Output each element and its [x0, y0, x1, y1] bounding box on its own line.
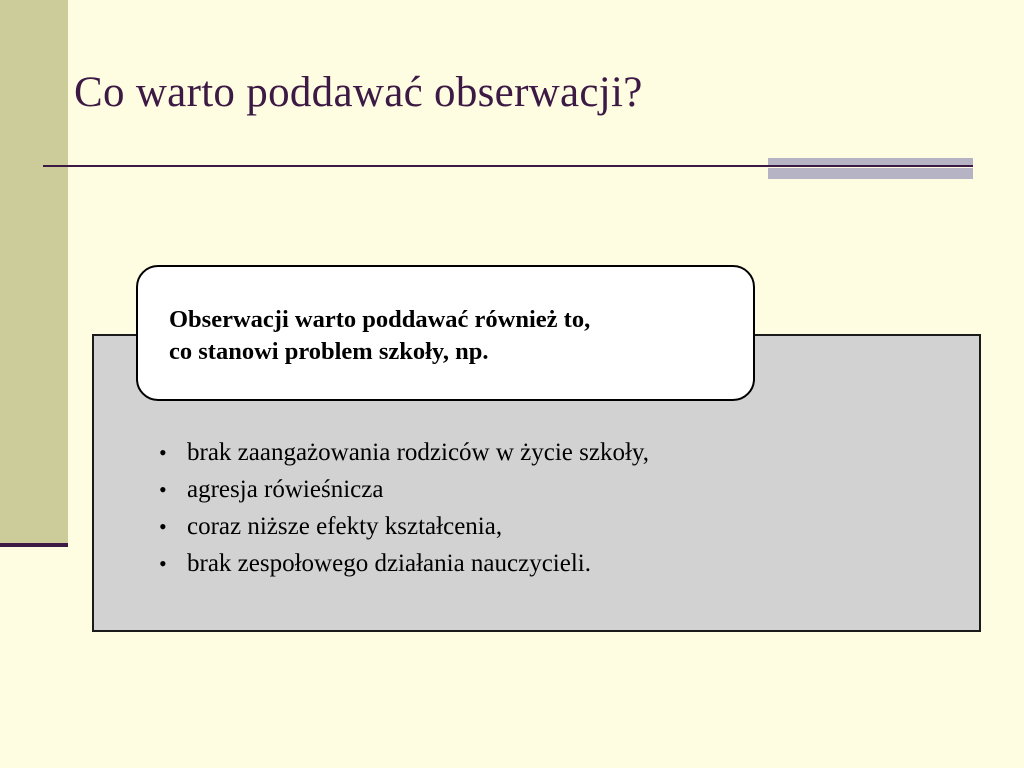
callout-text-line-1: Obserwacji warto poddawać również to,	[169, 306, 591, 333]
list-item-text: coraz niższe efekty kształcenia,	[187, 512, 503, 540]
list-item	[159, 545, 649, 582]
bullet-icon: •	[159, 476, 167, 502]
list-item	[159, 434, 649, 471]
list-item-text: brak zespołowego działania nauczycieli.	[187, 549, 591, 577]
list-item-text: brak zaangażowania rodziców w życie szkoły,	[187, 438, 650, 466]
list-item	[159, 508, 649, 545]
callout-box	[136, 265, 755, 401]
list-item	[159, 471, 649, 508]
title-accent-bar-bottom	[768, 168, 973, 179]
bullet-list	[159, 434, 649, 582]
title-underline	[43, 165, 973, 167]
bullet-icon: •	[159, 550, 167, 576]
side-decoration-line	[0, 543, 68, 547]
callout-text-line-2: co stanowi problem szkoły, np.	[169, 338, 489, 365]
slide-title: Co warto poddawać obserwacji?	[74, 69, 643, 116]
bullet-icon: •	[159, 513, 167, 539]
side-decoration-bar	[0, 0, 68, 545]
list-item-text: agresja rówieśnicza	[187, 475, 384, 503]
title-accent-bar-top	[768, 158, 973, 165]
bullet-icon: •	[159, 439, 167, 465]
